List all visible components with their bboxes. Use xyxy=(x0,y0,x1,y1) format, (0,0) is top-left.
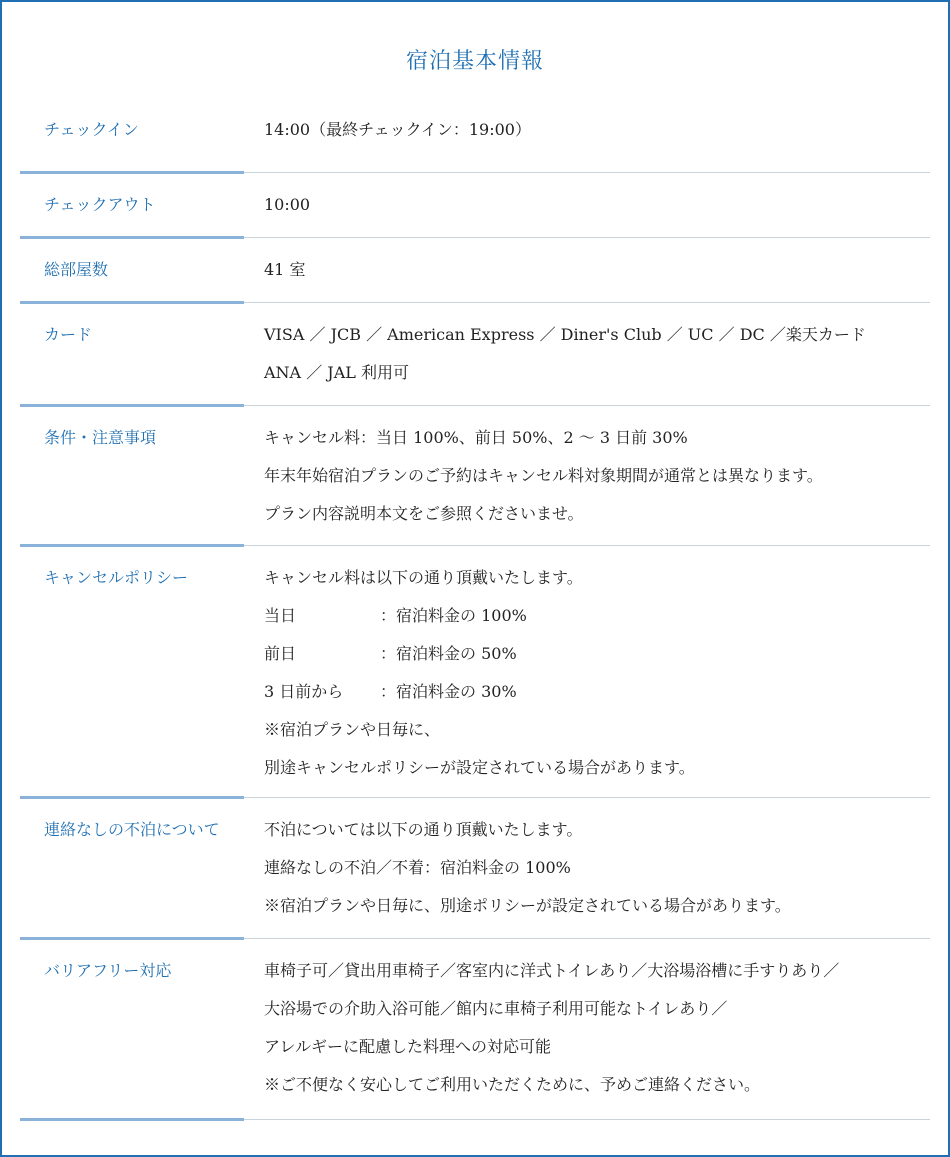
row-conditions xyxy=(20,406,930,546)
value-line: 連絡なしの不泊／不着：宿泊料金の 100% xyxy=(264,858,571,877)
value-line: ※ご不便なく安心してご利用いただくために、予めご連絡ください。 xyxy=(264,1075,761,1094)
value-line: 41 室 xyxy=(264,260,306,279)
row-room-count xyxy=(20,238,930,303)
row-label: カード xyxy=(44,325,93,344)
row-label: バリアフリー対応 xyxy=(44,961,172,980)
fee-timing: 前日 xyxy=(264,644,297,663)
value-line: 14:00（最終チェックイン：19:00） xyxy=(264,120,531,139)
fee-line xyxy=(264,597,930,635)
info-table xyxy=(20,100,930,1120)
value-line: キャンセル料は以下の通り頂戴いたします。 xyxy=(264,568,583,587)
section-title: 宿泊基本情報 xyxy=(405,49,544,74)
row-barrier-free xyxy=(20,939,930,1120)
value-line: 年末年始宿泊プランのご予約はキャンセル料対象期間が通常とは異なります。 xyxy=(264,466,823,485)
row-cancel-policy xyxy=(20,546,930,798)
row-label: 条件・注意事項 xyxy=(44,428,157,447)
value-line: 車椅子可／貸出用車椅子／客室内に洋式トイレあり／大浴場浴槽に手すりあり／ xyxy=(264,961,840,980)
row-checkout xyxy=(20,173,930,238)
row-value xyxy=(244,811,930,938)
fee-timing: 当日 xyxy=(264,606,297,625)
value-line: 不泊については以下の通り頂戴いたします。 xyxy=(264,820,583,839)
value-line: ANA ／ JAL 利用可 xyxy=(264,363,409,382)
fee-amount: ：宿泊料金の 100% xyxy=(380,606,527,625)
value-line: VISA ／ JCB ／ American Express ／ Diner's Club ／ UC ／ DC ／楽天カード xyxy=(264,325,866,344)
fee-line xyxy=(264,673,930,711)
value-line: ※宿泊プランや日毎に、 xyxy=(264,720,441,739)
row-value xyxy=(244,251,930,302)
row-value xyxy=(244,419,930,545)
row-cards xyxy=(20,303,930,406)
fee-amount: ：宿泊料金の 50% xyxy=(380,644,517,663)
row-label: 総部屋数 xyxy=(44,260,109,279)
fee-amount: ：宿泊料金の 30% xyxy=(380,682,517,701)
fee-line xyxy=(264,635,930,673)
row-checkin xyxy=(20,100,930,173)
row-label: キャンセルポリシー xyxy=(44,568,189,587)
row-value xyxy=(244,111,930,172)
row-label: 連絡なしの不泊について xyxy=(44,820,220,839)
value-line: アレルギーに配慮した料理への対応可能 xyxy=(264,1037,551,1056)
row-label: チェックアウト xyxy=(44,195,156,214)
value-line: 別途キャンセルポリシーが設定されている場合があります。 xyxy=(264,758,695,777)
row-value xyxy=(244,316,930,405)
value-line: キャンセル料：当日 100%、前日 50%、2 〜 3 日前 30% xyxy=(264,428,688,447)
value-line: プラン内容説明本文をご参照くださいませ。 xyxy=(264,504,584,523)
value-line: 大浴場での介助入浴可能／館内に車椅子利用可能なトイレあり／ xyxy=(264,999,728,1018)
fee-timing: 3 日前から xyxy=(264,682,344,701)
value-line: ※宿泊プランや日毎に、別途ポリシーが設定されている場合があります。 xyxy=(264,896,791,915)
row-value xyxy=(244,186,930,237)
row-value xyxy=(244,952,930,1119)
row-label: チェックイン xyxy=(44,120,139,139)
row-value xyxy=(244,559,930,797)
value-line: 10:00 xyxy=(264,195,311,214)
row-no-show xyxy=(20,798,930,939)
